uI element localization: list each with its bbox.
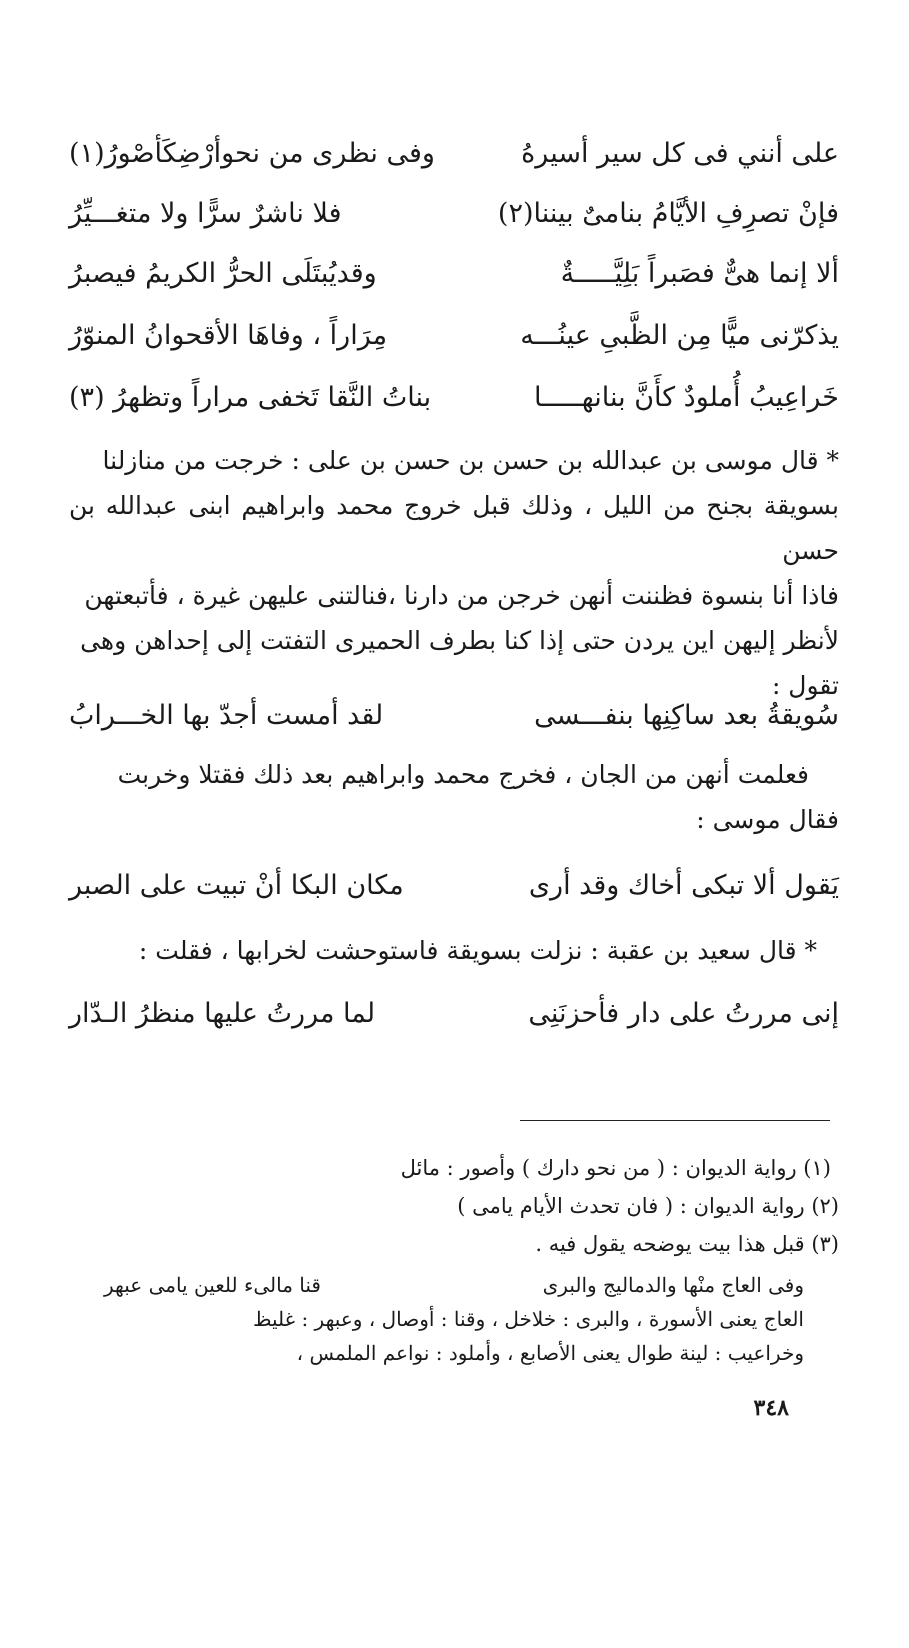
verse-hemistich-first: على أنني فى كل سير أسيرهُ [521, 138, 839, 169]
prose-line: فاذا أنا بنسوة فظننت أنهن خرجن من دارنا ،فنالتنى عليهن غيرة ، فأتبعتهن [84, 581, 839, 610]
verse-hemistich-second: مكان البكا أنْ تبيت على الصبر [69, 870, 404, 901]
verse-line [69, 988, 839, 1040]
verse-line [69, 248, 839, 300]
gloss-line: وخراعيب : لينة طوال يعنى الأصابع ، وأملود : نواعم الملمس ، [296, 1341, 804, 1365]
verse-hemistich-second: مِرَاراً ، وفاهَا الأقحوانُ المنوّرُ [69, 320, 388, 351]
verse-hemistich-first: وفى العاج منْها والدماليج والبرى [542, 1273, 804, 1297]
verse-hemistich-first: يَقول ألا تبكى أخاك وقد أرى [528, 870, 839, 901]
verse-hemistich-first: إنى مررتُ على دار فأحزنَنِى [528, 998, 839, 1029]
verse-hemistich-first: سُويقةُ بعد ساكِنِها بنفـــسى [534, 700, 839, 731]
prose-line: تقول : [771, 671, 839, 700]
footnote-verse [104, 1268, 804, 1302]
footnote: (٣) قبل هذا بيت يوضحه يقول فيه . [535, 1232, 839, 1256]
footnote-separator [520, 1120, 830, 1121]
verse-line [69, 310, 839, 362]
gloss-line: العاج يعنى الأسورة ، والبرى : خلاخل ، وقنا : أوصال ، وعبهر : غليظ [253, 1307, 804, 1331]
verse-hemistich-second: وفى نظرى من نحوأرْضِكَأصْورُ(١) [69, 138, 435, 169]
page-number: ٣٤٨ [753, 1395, 789, 1421]
verse-hemistich-second: لقد أمست أجدّ بها الخـــرابُ [69, 700, 384, 731]
verse-hemistich-second: لما مررتُ عليها منظرُ الـدّار [69, 998, 376, 1029]
prose-paragraph [69, 928, 839, 973]
verse-line [69, 372, 839, 424]
prose-line: فعلمت أنهن من الجان ، فخرج محمد وابراهيم بعد ذلك فقتلا وخربت [117, 760, 809, 789]
verse-line [69, 860, 839, 912]
prose-line: * قال موسى بن عبدالله بن حسن بن حسن بن على : خرجت من منازلنا [102, 446, 839, 475]
footnote-gloss [84, 1302, 804, 1370]
verse-hemistich-second: بناتُ النَّقا تَخفى مراراً وتظهرُ (٣) [69, 382, 432, 413]
verse-hemistich-second: وقديُبتَلَى الحرُّ الكريمُ فيصبرُ [69, 258, 377, 289]
footnote: (١) رواية الديوان : ( من نحو دارك ) وأصور : مائل [400, 1156, 831, 1180]
verse-line [69, 128, 839, 180]
prose-line: بسويقة بجنح من الليل ، وذلك قبل خروج محمد وابراهيم ابنى عبدالله بن حسن [69, 491, 839, 565]
verse-line [69, 690, 839, 742]
verse-hemistich-first: فإنْ تصرِفِ الأيَّامُ بنامىٌ بيننا(٢) [497, 198, 839, 229]
verse-hemistich-first: خَراعِيبُ أُملودٌ كأَنَّ بنانهـــــا [533, 382, 839, 413]
prose-line: * قال سعيد بن عقبة : نزلت بسويقة فاستوحشت لخرابها ، فقلت : [138, 936, 817, 965]
footnote: (٢) رواية الديوان : ( فان تحدث الأيام يامى ) [457, 1194, 839, 1218]
verse-hemistich-second: قنا مالىء للعين يامى عبهر [104, 1273, 321, 1297]
prose-line: لأنظر إليهن اين يردن حتى إذا كنا بطرف الحميرى التفتت إلى إحداهن وهى [80, 626, 839, 655]
prose-paragraph [69, 752, 839, 842]
verse-hemistich-first: يذكرّنى ميًّا مِن الظَّبىِ عينُـــه [520, 320, 839, 351]
verse-hemistich-second: فلا ناشرٌ سرًّا ولا متغـــيِّرُ [69, 198, 342, 229]
prose-line: فقال موسى : [696, 805, 839, 834]
verse-hemistich-first: ألا إنما هىٌّ فصَبراً بَلِيَّـــــةٌ [560, 258, 839, 289]
prose-paragraph [69, 438, 839, 708]
verse-line [69, 188, 839, 240]
